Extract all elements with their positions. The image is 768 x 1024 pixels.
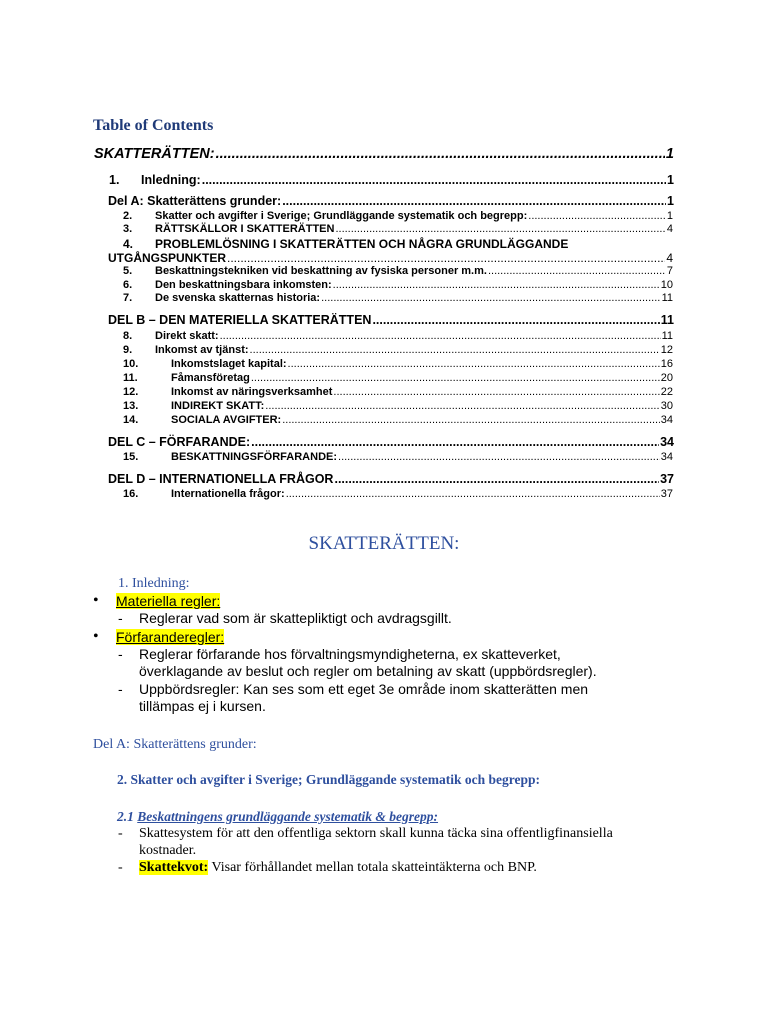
toc-entry-page: 10 — [660, 279, 673, 291]
term-skattekvot: Skattekvot: — [139, 860, 209, 875]
toc-entry-number: 13. — [123, 400, 139, 412]
toc-entry-text: De svenska skatternas historia: — [155, 292, 321, 304]
toc-entry-text: DEL B – DEN MATERIELLA SKATTERÄTTEN — [108, 313, 372, 327]
toc-entry[interactable] — [123, 488, 673, 500]
toc-entry-text: DEL C – FÖRFARANDE: — [108, 435, 251, 449]
toc-entry-text: Direkt skatt: — [155, 330, 219, 342]
toc-entry-number: 8. — [123, 330, 133, 342]
toc-entry[interactable] — [108, 194, 674, 208]
toc-entry-number: 11. — [123, 372, 138, 384]
toc-entry-text: INDIREKT SKATT: — [171, 400, 265, 412]
toc-entry-page: 37 — [660, 472, 674, 486]
toc-entry-number: 3. — [123, 223, 133, 235]
toc-entry-page: 4 — [666, 223, 673, 235]
toc-entry-page: 4 — [666, 251, 673, 265]
dash-icon: - — [118, 610, 123, 626]
toc-entry-page: 1 — [667, 173, 674, 187]
toc-entry-text: Skatter och avgifter i Sverige; Grundläggande systematik och begrepp: — [155, 210, 528, 222]
bullet-icon: • — [93, 592, 99, 609]
toc-entry-page: 1 — [666, 210, 673, 222]
toc-entry-continued[interactable] — [108, 251, 673, 265]
toc-entry-page: 1 — [667, 194, 674, 208]
toc-entry-number: 12. — [123, 386, 139, 398]
toc-entry-page: 30 — [660, 400, 673, 412]
toc-entry-text: Del A: Skatterättens grunder: — [108, 194, 282, 208]
toc-entry-page: 11 — [661, 330, 673, 342]
paragraph-text: Reglerar vad som är skattepliktigt och avdragsgillt. — [139, 610, 452, 626]
term-forfaranderegler: Förfaranderegler: — [116, 629, 225, 645]
paragraph-text: Reglerar förfarande hos förvaltningsmyndigheterna, ex skatteverket, — [139, 646, 561, 662]
dash-icon: - — [118, 826, 123, 841]
term-materiella-regler: Materiella regler: — [116, 593, 221, 609]
toc-entry-text: BESKATTNINGSFÖRFARANDE: — [171, 451, 338, 463]
paragraph-text: kostnader. — [139, 843, 197, 858]
paragraph-text: Uppbördsregler: Kan ses som ett eget 3e område inom skatterätten men — [139, 681, 589, 697]
toc-entry-number: 4. — [123, 237, 134, 251]
section-heading-del-a: Del A: Skatterättens grunder: — [93, 737, 257, 752]
toc-entry-text: Fåmansföretag — [171, 372, 250, 384]
toc-entry[interactable] — [123, 210, 673, 222]
toc-entry-text: Internationella frågor: — [171, 488, 285, 500]
toc-entry-text: PROBLEMLÖSNING I SKATTERÄTTEN OCH NÅGRA GRUNDLÄGGANDE — [155, 237, 569, 251]
dash-icon: - — [118, 681, 123, 697]
toc-entry-number: 6. — [123, 279, 133, 291]
toc-entry[interactable] — [123, 237, 673, 251]
toc-entry-page: 37 — [660, 488, 673, 500]
toc-entry-page: 7 — [666, 265, 673, 277]
toc-entry[interactable] — [108, 472, 674, 486]
toc-entry[interactable] — [123, 279, 673, 291]
dash-icon: - — [118, 646, 123, 662]
section-heading-inledning: 1. Inledning: — [118, 576, 190, 591]
toc-entry[interactable] — [123, 344, 673, 356]
toc-entry[interactable] — [108, 435, 674, 449]
toc-title: Table of Contents — [93, 117, 214, 134]
toc-entry-text: Inkomst av näringsverksamhet — [171, 386, 333, 398]
paragraph-text: överklagande av beslut och regler om betalning av skatt (uppbördsregler). — [139, 663, 597, 679]
toc-entry-number: 15. — [123, 451, 139, 463]
subsection-number: 2.1 — [117, 809, 138, 824]
toc-entry-text: Beskattningstekniken vid beskattning av fysiska personer m.m. — [155, 265, 487, 277]
toc-entry-number: 16. — [123, 488, 139, 500]
toc-entry[interactable] — [123, 451, 673, 463]
toc-entry-page: 16 — [660, 358, 673, 370]
toc-entry-page: 12 — [660, 344, 673, 356]
toc-entry[interactable] — [123, 414, 673, 426]
toc-entry-page: 11 — [661, 292, 673, 304]
toc-entry-text: Inkomstslaget kapital: — [171, 358, 287, 370]
toc-entry-page: 34 — [660, 435, 674, 449]
toc-entry-number: 2. — [123, 210, 133, 222]
toc-entry[interactable] — [94, 173, 674, 187]
toc-entry-page: 1 — [665, 146, 674, 162]
section-heading-2: 2. Skatter och avgifter i Sverige; Grundläggande systematik och begrepp: — [117, 772, 540, 787]
toc-entry-page: 22 — [660, 386, 673, 398]
toc-entry-page: 34 — [660, 414, 673, 426]
paragraph-text: Visar förhållandet mellan totala skatteintäkterna och BNP. — [208, 860, 537, 875]
toc-entry-text: Inledning: — [141, 173, 201, 187]
toc-entry[interactable] — [123, 372, 673, 384]
toc-entry-text: DEL D – INTERNATIONELLA FRÅGOR — [108, 472, 334, 486]
toc-entry-text: Den beskattningsbara inkomsten: — [155, 279, 332, 291]
toc-entry[interactable] — [123, 400, 673, 412]
bullet-icon: • — [93, 628, 99, 645]
subsection-heading-2-1: Beskattningens grundläggande systematik & begrepp: — [137, 809, 439, 824]
toc-entry-number: 9. — [123, 344, 133, 356]
toc-entry[interactable] — [123, 330, 673, 342]
toc-entry[interactable] — [123, 292, 673, 304]
paragraph-text: Skattesystem för att den offentliga sektorn skall kunna täcka sina offentligfinansiella — [139, 826, 613, 841]
toc-entry-text: Inkomst av tjänst: — [155, 344, 249, 356]
toc-entry[interactable] — [108, 313, 674, 327]
toc-entry[interactable] — [94, 146, 674, 162]
toc-entry-page: 34 — [660, 451, 673, 463]
toc-entry-number: 1. — [109, 173, 120, 187]
toc-entry[interactable] — [123, 358, 673, 370]
toc-entry-text: UTGÅNGSPUNKTER — [108, 251, 227, 265]
toc-entry[interactable] — [123, 223, 673, 235]
toc-entry-page: 20 — [660, 372, 673, 384]
dash-icon: - — [118, 860, 123, 875]
toc-entry[interactable] — [123, 265, 673, 277]
toc-entry-number: 7. — [123, 292, 133, 304]
toc-entry-number: 14. — [123, 414, 139, 426]
toc-entry-number: 5. — [123, 265, 133, 277]
paragraph-text: tillämpas ej i kursen. — [139, 698, 266, 714]
toc-entry-text: SKATTERÄTTEN: — [94, 146, 215, 162]
toc-entry-page: 11 — [660, 313, 674, 327]
main-heading: SKATTERÄTTEN: — [308, 533, 460, 554]
toc-entry-text: RÄTTSKÄLLOR I SKATTERÄTTEN — [155, 223, 335, 235]
toc-entry[interactable] — [123, 386, 673, 398]
toc-entry-number: 10. — [123, 358, 139, 370]
toc-entry-text: SOCIALA AVGIFTER: — [171, 414, 282, 426]
